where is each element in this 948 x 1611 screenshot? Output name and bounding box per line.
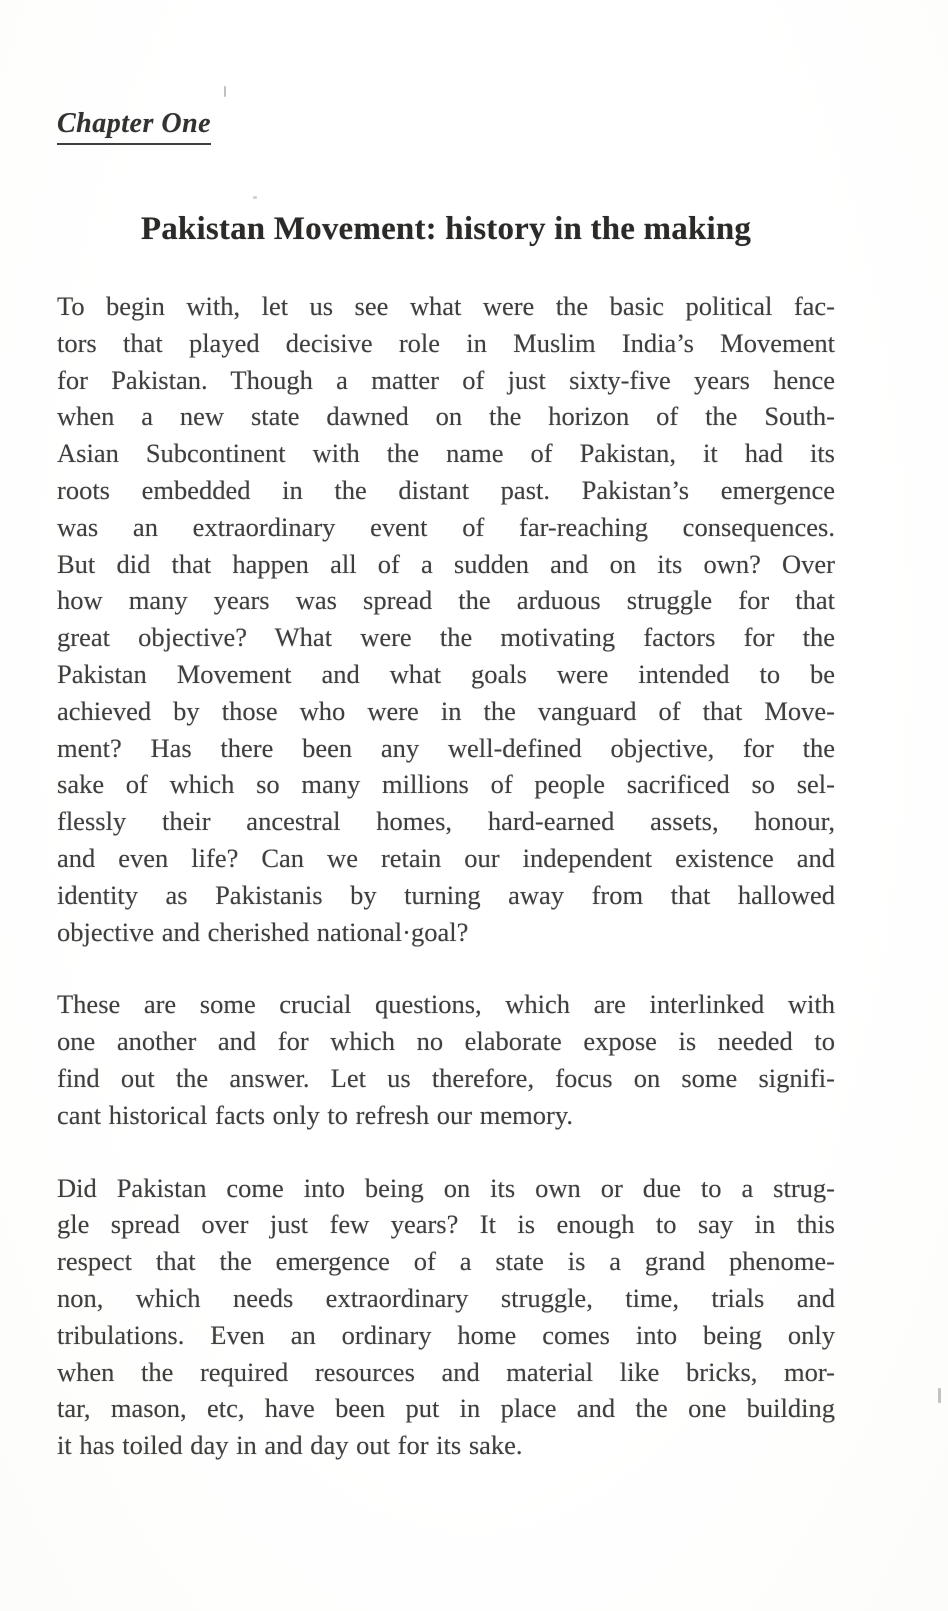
text-line: find out the answer. Let us therefore, focus on some signifi- xyxy=(57,1062,835,1093)
text-line: cant historical facts only to refresh our memory. xyxy=(57,1099,573,1130)
text-line: gle spread over just few years? It is enough to say in this xyxy=(57,1209,835,1240)
text-line: Pakistan Movement and what goals were intended to be xyxy=(57,658,835,689)
text-line: and even life? Can we retain our independent existence and xyxy=(57,842,835,873)
text-line: tar, mason, etc, have been put in place and the one building xyxy=(57,1393,835,1424)
text-line: ment? Has there been any well-defined objective, for the xyxy=(57,732,835,763)
scan-artifact xyxy=(938,1388,941,1403)
text-line: tribulations. Even an ordinary home comes into being only xyxy=(57,1319,835,1350)
scan-artifact xyxy=(253,196,257,199)
text-line: non, which needs extraordinary struggle, time, trials and xyxy=(57,1282,835,1313)
text-line: for Pakistan. Though a matter of just sixty-five years hence xyxy=(57,364,835,395)
text-line: respect that the emergence of a state is a grand phenome- xyxy=(57,1246,835,1277)
paragraph xyxy=(57,1170,835,1464)
text-line: These are some crucial questions, which are interlinked with xyxy=(57,989,835,1020)
text-line: identity as Pakistanis by turning away from that hallowed xyxy=(57,879,835,910)
text-line: when the required resources and material like bricks, mor- xyxy=(57,1356,835,1387)
text-line: was an extraordinary event of far-reaching consequences. xyxy=(57,511,835,542)
text-line: Did Pakistan come into being on its own or due to a strug- xyxy=(57,1172,835,1203)
page-title: Pakistan Movement: history in the making xyxy=(140,211,752,247)
text-line: great objective? What were the motivating factors for the xyxy=(57,622,835,653)
paragraph xyxy=(57,986,835,1133)
text-line: But did that happen all of a sudden and on its own? Over xyxy=(57,548,835,579)
text-line: roots embedded in the distant past. Pakistan’s emergence xyxy=(57,474,835,505)
text-line: flessly their ancestral homes, hard-earned assets, honour, xyxy=(57,806,835,837)
chapter-heading xyxy=(57,108,835,145)
text-line: one another and for which no elaborate expose is needed to xyxy=(57,1026,835,1057)
body-text xyxy=(57,288,835,1464)
text-line: objective and cherished national·goal? xyxy=(57,916,469,947)
chapter-label: Chapter One xyxy=(57,108,211,145)
text-line: it has toiled day in and day out for its sake. xyxy=(57,1430,523,1461)
text-line: To begin with, let us see what were the basic political fac- xyxy=(57,291,835,321)
text-line: Asian Subcontinent with the name of Pakistan, it had its xyxy=(57,438,835,469)
scan-artifact xyxy=(224,86,226,97)
text-line: tors that played decisive role in Muslim India’s Movement xyxy=(57,327,835,358)
text-line: how many years was spread the arduous struggle for that xyxy=(57,585,835,616)
text-line: achieved by those who were in the vanguard of that Move- xyxy=(57,695,835,726)
text-line: when a new state dawned on the horizon of the South- xyxy=(57,401,835,432)
paragraph xyxy=(57,288,835,950)
text-line: sake of which so many millions of people sacrificed so sel- xyxy=(57,769,835,800)
